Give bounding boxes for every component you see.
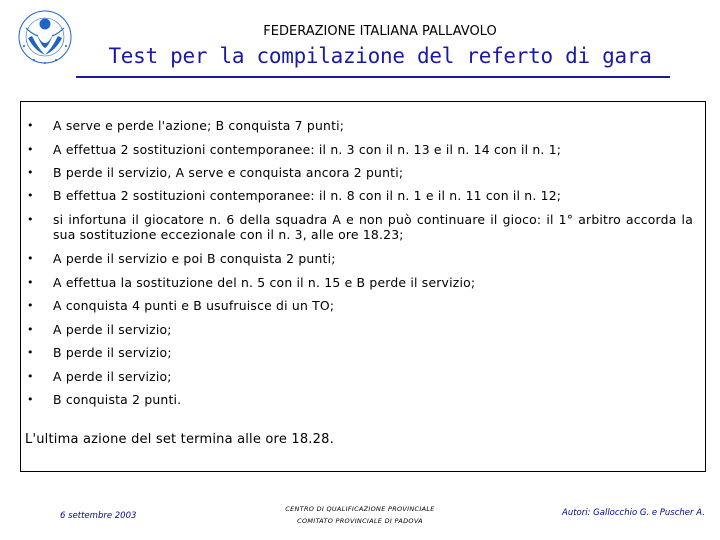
list-item-text: A perde il servizio e poi B conquista 2 punti; bbox=[53, 251, 336, 266]
bullet-marker: • bbox=[27, 119, 34, 132]
bullet-marker: • bbox=[27, 166, 34, 179]
bullet-marker: • bbox=[27, 393, 34, 406]
page-title: Test per la compilazione del referto di gara bbox=[108, 44, 652, 68]
list-item-text: A effettua 2 sostituzioni contemporanee: il n. 3 con il n. 13 e il n. 14 con il n. 1; bbox=[53, 142, 562, 157]
title-underline bbox=[76, 76, 670, 78]
list-item-text: A perde il servizio; bbox=[53, 369, 172, 384]
bullet-marker: • bbox=[27, 252, 34, 265]
bullet-marker: • bbox=[27, 189, 34, 202]
bullet-marker: • bbox=[27, 143, 34, 156]
bullet-marker: • bbox=[27, 370, 34, 383]
list-item-text: A effettua la sostituzione del n. 5 con il n. 15 e B perde il servizio; bbox=[53, 275, 476, 290]
list-item-text: A conquista 4 punti e B usufruisce di un TO; bbox=[53, 298, 335, 313]
list-item-text: B perde il servizio; bbox=[53, 345, 172, 360]
list-item-text: A serve e perde l'azione; B conquista 7 punti; bbox=[53, 118, 345, 133]
bullet-marker: • bbox=[27, 323, 34, 336]
footer-center-line2: COMITATO PROVINCIALE DI PADOVA bbox=[297, 517, 423, 525]
list-item-text: B effettua 2 sostituzioni contemporanee: il n. 8 con il n. 1 e il n. 11 con il n. 12; bbox=[53, 188, 562, 203]
footer-center-line1: CENTRO DI QUALIFICAZIONE PROVINCIALE bbox=[285, 505, 435, 513]
bullet-marker: • bbox=[27, 213, 34, 226]
organization-name: FEDERAZIONE ITALIANA PALLAVOLO bbox=[263, 24, 497, 39]
bullet-marker: • bbox=[27, 346, 34, 359]
list-item-text: A perde il servizio; bbox=[53, 322, 172, 337]
bullet-marker: • bbox=[27, 276, 34, 289]
closing-statement: L'ultima azione del set termina alle ore 18.28. bbox=[25, 432, 334, 447]
footer-date: 6 settembre 2003 bbox=[60, 511, 137, 521]
list-item-text: si infortuna il giocatore n. 6 della squadra A e non può continuare il gioco: il 1° arbitro accorda la sua sostituzione eccezionale con il n. 3, alle ore 18.23; bbox=[53, 212, 693, 242]
bullet-marker: • bbox=[27, 299, 34, 312]
footer-authors: Autori: Gallocchio G. e Puscher A. bbox=[562, 508, 705, 518]
list-item-text: B perde il servizio, A serve e conquista ancora 2 punti; bbox=[53, 165, 404, 180]
content-box bbox=[20, 101, 706, 472]
list-item-text: B conquista 2 punti. bbox=[53, 392, 182, 407]
